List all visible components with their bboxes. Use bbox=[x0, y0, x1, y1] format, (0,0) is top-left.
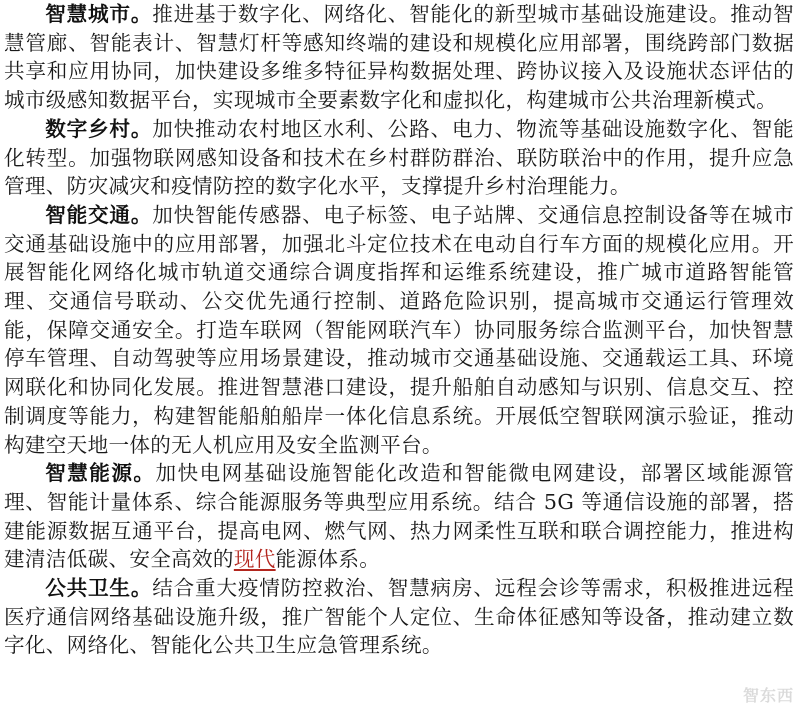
keyword-link[interactable]: 现代 bbox=[233, 547, 276, 572]
paragraph-text: 加快推动农村地区水利、公路、电力、物流等基础设施数字化、智能化转型。加强物联网感知设备和技术在乡村群防群治、联防联治中的作用，提升应急管理、防灾减灾和疫情防控的数字化水平，支撑提升乡村治理能力。 bbox=[4, 116, 794, 199]
paragraph-smart-city bbox=[4, 0, 794, 115]
watermark-logo: 智东西 bbox=[742, 686, 794, 705]
paragraph-heading: 智慧城市。 bbox=[45, 2, 153, 26]
paragraph-smart-energy bbox=[4, 459, 794, 574]
document-body bbox=[4, 0, 794, 660]
paragraph-heading: 智能交通。 bbox=[45, 202, 153, 227]
paragraph-heading: 智慧能源。 bbox=[45, 461, 156, 486]
paragraph-text: 加快电网基础设施智能化改造和智能微电网建设，部署区域能源管理、智能计量体系、综合能源服务等典型应用系统。结合 5G 等通信设施的部署，搭建能源数据互通平台，提高电网、燃气网、热力网柔性互联和联合调控能力，推进构建清洁低碳、安全高效的 bbox=[4, 461, 795, 572]
paragraph-smart-transport bbox=[4, 201, 794, 459]
paragraph-digital-village bbox=[4, 115, 794, 201]
paragraph-heading: 公共卫生。 bbox=[45, 576, 153, 601]
paragraph-text: 结合重大疫情防控救治、智慧病房、远程会诊等需求，积极推进远程医疗通信网络基础设施升级，推广智能个人定位、生命体征感知等设备，推动建立数字化、网络化、智能化公共卫生应急管理系统。 bbox=[4, 576, 794, 658]
paragraph-text: 加快智能传感器、电子标签、电子站牌、交通信息控制设备等在城市交通基础设施中的应用部署，加强北斗定位技术在电动自行车方面的规模化应用。开展智能化网络化城市轨道交通综合调度指挥和运维系统建设，推广城市道路智能管理、交通信号联动、公交优先通行控制、道路危险识别，提高城市交通运行管理效能，保障交通安全。打造车联网（智能网联汽车）协同服务综合监测平台，加快智慧停车管理、自动驾驶等应用场景建设，推动城市交通基础设施、交通载运工具、环境网联化和协同化发展。推进智慧港口建设，提升船舶自动感知与识别、信息交互、控制调度等能力，构建智能船舶船岸一体化信息系统。开展低空智联网演示验证，推动构建空天地一体的无人机应用及安全监测平台。 bbox=[4, 202, 794, 457]
paragraph-heading: 数字乡村。 bbox=[45, 116, 153, 141]
paragraph-text-end: 能源体系。 bbox=[275, 547, 381, 572]
paragraph-public-health bbox=[4, 574, 794, 660]
paragraph-text: 推进基于数字化、网络化、智能化的新型城市基础设施建设。推动智慧管廊、智能表计、智慧灯杆等感知终端的建设和规模化应用部署，围绕跨部门数据共享和应用协同，加快建设多维多特征异构数据处理、跨协议接入及设施状态评估的城市级感知数据平台，实现城市全要素数字化和虚拟化，构建城市公共治理新模式。 bbox=[4, 2, 794, 113]
